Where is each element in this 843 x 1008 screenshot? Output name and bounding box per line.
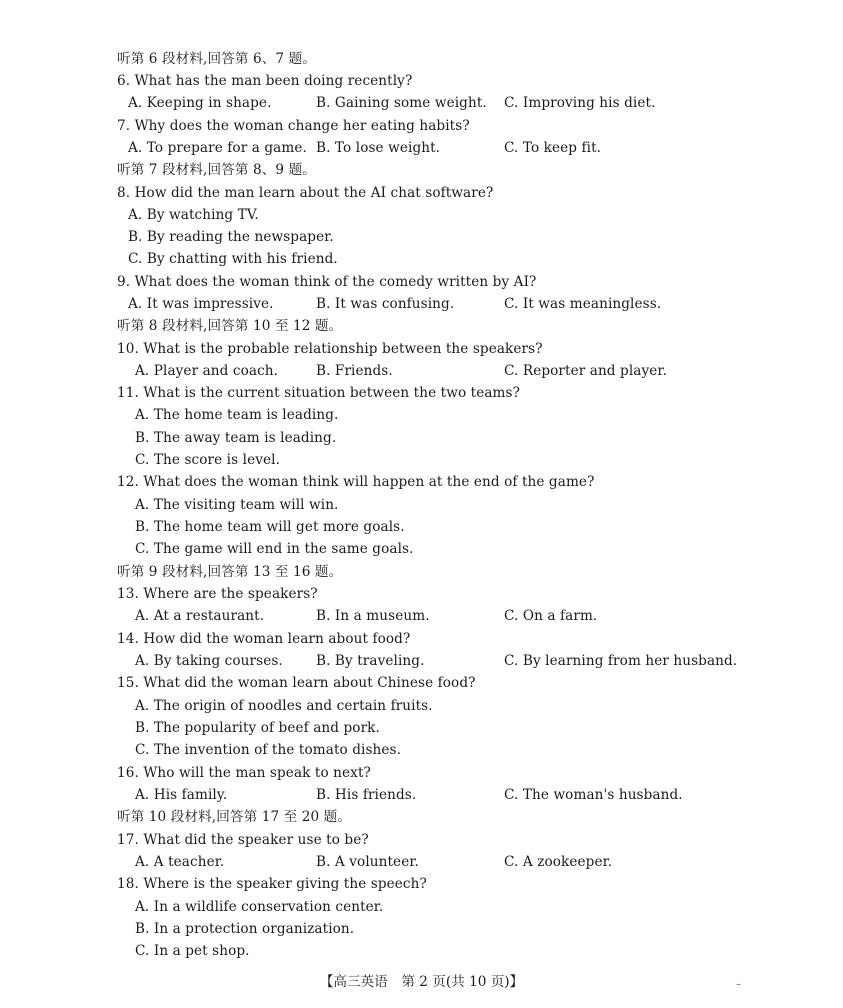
option-a: A. By watching TV.: [128, 207, 259, 223]
option-c: C. By learning from her husband.: [504, 653, 738, 669]
question-text: 8. How did the man learn about the AI chat software?: [117, 185, 494, 201]
section-heading: 听第 6 段材料,回答第 6、7 题。: [117, 51, 316, 67]
option-c: C. In a pet shop.: [135, 943, 250, 959]
question-text: 7. Why does the woman change her eating habits?: [117, 118, 470, 134]
option-b: B. Gaining some weight.: [316, 95, 487, 111]
option-c: C. The invention of the tomato dishes.: [135, 742, 402, 758]
option-c: C. A zookeeper.: [504, 854, 613, 870]
option-c: C. By chatting with his friend.: [128, 251, 338, 267]
option-b: B. A volunteer.: [316, 854, 419, 870]
option-a: A. The home team is leading.: [135, 407, 339, 423]
section-heading: 听第 8 段材料,回答第 10 至 12 题。: [117, 318, 343, 334]
option-b: B. The away team is leading.: [135, 430, 337, 446]
option-b: B. It was confusing.: [316, 296, 455, 312]
option-a: A. In a wildlife conservation center.: [135, 899, 384, 915]
option-a: A. By taking courses.: [135, 653, 283, 669]
question-text: 18. Where is the speaker giving the speech?: [117, 876, 427, 892]
option-b: B. By traveling.: [316, 653, 425, 669]
option-a: A. The origin of noodles and certain fruits.: [135, 698, 433, 714]
option-c: C. The woman's husband.: [504, 787, 683, 803]
question-text: 12. What does the woman think will happen at the end of the game?: [117, 474, 595, 490]
section-heading: 听第 9 段材料,回答第 13 至 16 题。: [117, 564, 343, 580]
corner-mark: –: [736, 979, 741, 990]
option-b: B. The home team will get more goals.: [135, 519, 405, 535]
section-heading: 听第 10 段材料,回答第 17 至 20 题。: [117, 809, 352, 825]
question-text: 13. Where are the speakers?: [117, 586, 318, 602]
question-text: 15. What did the woman learn about Chinese food?: [117, 675, 476, 691]
question-text: 10. What is the probable relationship between the speakers?: [117, 341, 543, 357]
question-text: 16. Who will the man speak to next?: [117, 765, 371, 781]
option-c: C. The game will end in the same goals.: [135, 541, 414, 557]
option-a: A. It was impressive.: [128, 296, 274, 312]
option-b: B. His friends.: [316, 787, 417, 803]
section-heading: 听第 7 段材料,回答第 8、9 题。: [117, 162, 316, 178]
option-a: A. The visiting team will win.: [135, 497, 339, 513]
option-b: B. In a protection organization.: [135, 921, 355, 937]
option-b: B. In a museum.: [316, 608, 430, 624]
option-b: B. Friends.: [316, 363, 393, 379]
option-c: C. Improving his diet.: [504, 95, 656, 111]
question-text: 11. What is the current situation between the two teams?: [117, 385, 521, 401]
option-a: A. Keeping in shape.: [128, 95, 272, 111]
option-a: A. To prepare for a game.: [128, 140, 307, 156]
question-text: 17. What did the speaker use to be?: [117, 832, 369, 848]
option-a: A. A teacher.: [135, 854, 225, 870]
option-b: B. The popularity of beef and pork.: [135, 720, 380, 736]
question-text: 14. How did the woman learn about food?: [117, 631, 411, 647]
option-c: C. It was meaningless.: [504, 296, 662, 312]
question-text: 9. What does the woman think of the comedy written by AI?: [117, 274, 537, 290]
option-a: A. His family.: [135, 787, 228, 803]
option-b: B. To lose weight.: [316, 140, 441, 156]
option-a: A. At a restaurant.: [135, 608, 265, 624]
question-text: 6. What has the man been doing recently?: [117, 73, 413, 89]
option-c: C. Reporter and player.: [504, 363, 667, 379]
option-c: C. The score is level.: [135, 452, 281, 468]
page-footer: 【高三英语 第 2 页(共 10 页)】: [319, 974, 524, 990]
option-b: B. By reading the newspaper.: [128, 229, 334, 245]
option-a: A. Player and coach.: [135, 363, 279, 379]
option-c: C. On a farm.: [504, 608, 598, 624]
option-c: C. To keep fit.: [504, 140, 602, 156]
